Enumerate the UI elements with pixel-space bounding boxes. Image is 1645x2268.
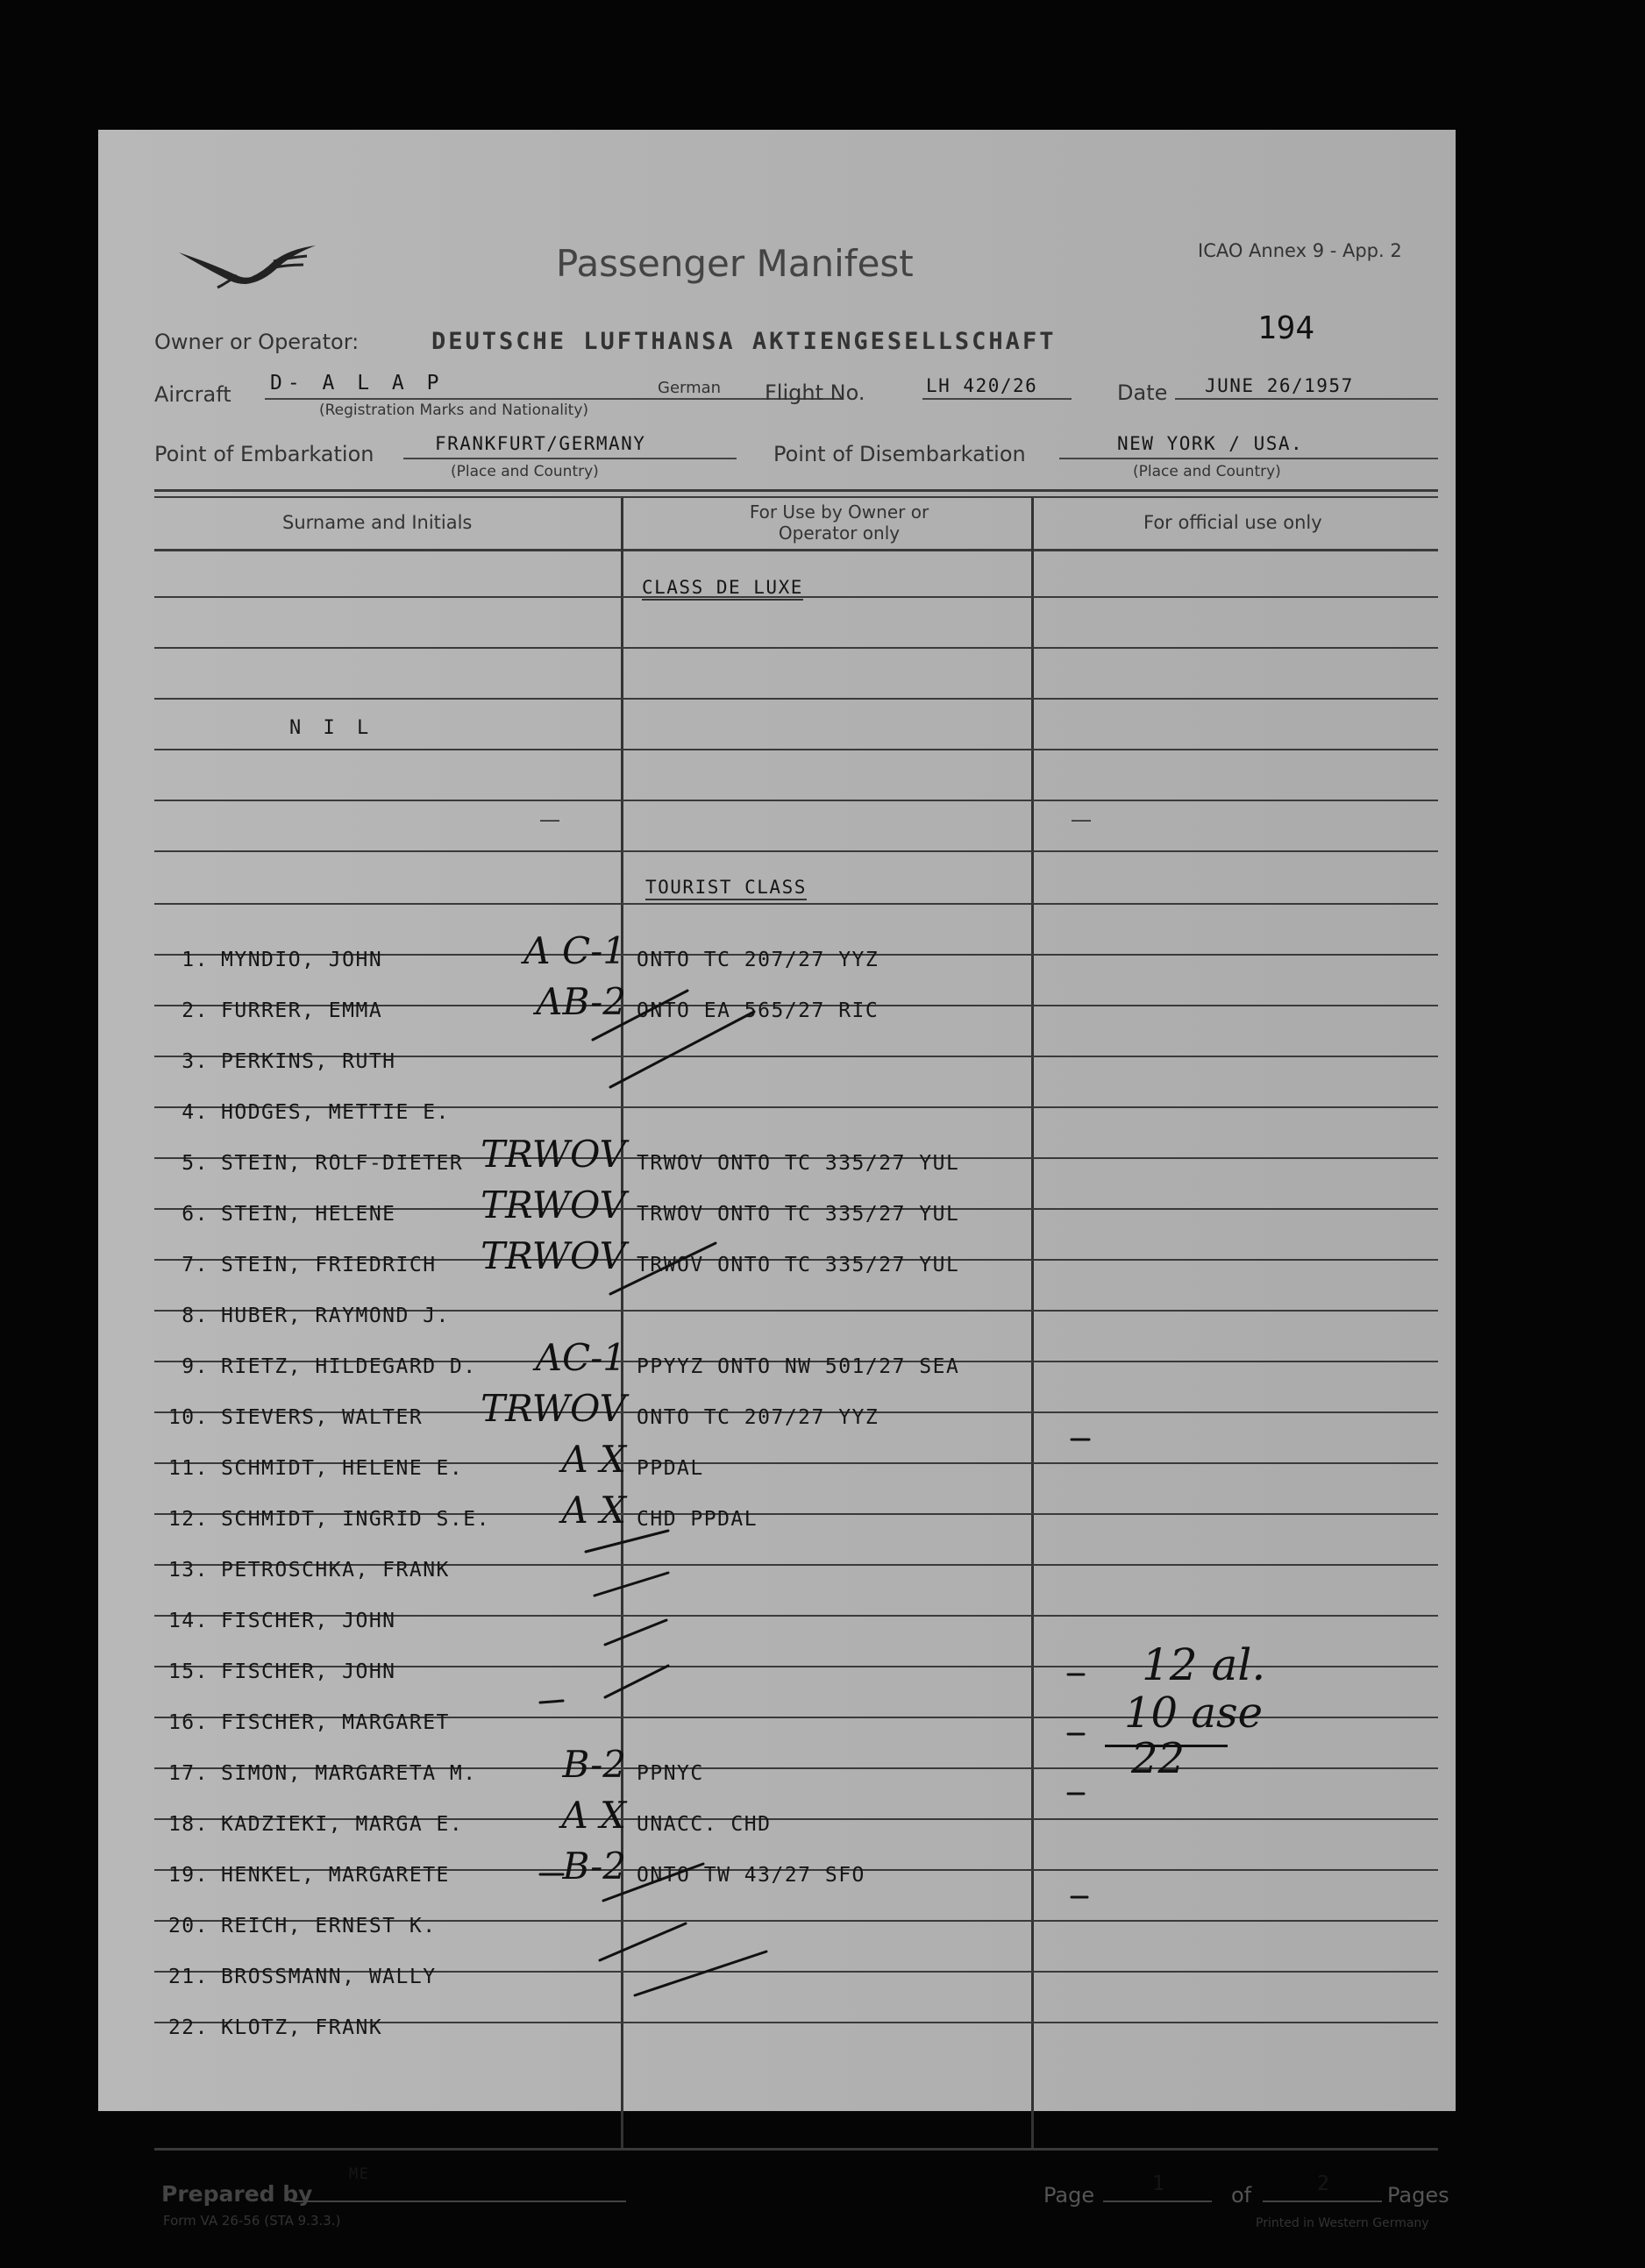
passenger-remarks: ONTO EA 565/27 RIC <box>637 999 879 1022</box>
deluxe-dash-left: — <box>540 808 559 830</box>
tourist-heading: TOURIST CLASS <box>645 877 807 900</box>
page-value: 1 <box>1152 2172 1166 2195</box>
disembarkation-caption: (Place and Country) <box>1133 463 1281 480</box>
row-rule <box>154 647 1438 649</box>
passenger-name: KLOTZ, FRANK <box>221 2016 383 2039</box>
disembarkation-label: Point of Disembarkation <box>773 442 1026 466</box>
passenger-row <box>98 1941 1456 1992</box>
owner-label: Owner or Operator: <box>154 330 360 354</box>
passenger-row <box>98 1127 1456 1178</box>
table-top-rule-2 <box>154 496 1438 498</box>
disembarkation-value: NEW YORK / USA. <box>1117 433 1304 454</box>
prepared-by-underline <box>293 2200 626 2202</box>
passenger-remarks: TRWOV ONTO TC 335/27 YUL <box>637 1152 960 1175</box>
passenger-name: SCHMIDT, HELENE E. <box>221 1457 464 1480</box>
embarkation-caption: (Place and Country) <box>451 463 599 480</box>
passenger-number: 11. <box>167 1457 209 1480</box>
passenger-remarks: TRWOV ONTO TC 335/27 YUL <box>637 1203 960 1226</box>
passenger-name: HUBER, RAYMOND J. <box>221 1305 450 1327</box>
row-rule <box>154 800 1438 801</box>
page-label: Page <box>1043 2183 1095 2208</box>
passenger-name: STEIN, ROLF-DIETER <box>221 1152 464 1175</box>
date-label: Date <box>1117 380 1168 405</box>
owner-value: DEUTSCHE LUFTHANSA AKTIENGESELLSCHAFT <box>431 328 1057 355</box>
passenger-handwritten-mark: B-2 <box>562 1845 626 1888</box>
passenger-name: FISCHER, JOHN <box>221 1610 396 1632</box>
disembarkation-underline <box>1059 458 1438 459</box>
row-rule <box>154 850 1438 852</box>
passenger-name: KADZIEKI, MARGA E. <box>221 1813 464 1836</box>
passenger-remarks: ONTO TC 207/27 YYZ <box>637 1406 879 1429</box>
passenger-remarks: TRWOV ONTO TC 335/27 YUL <box>637 1254 960 1276</box>
passenger-row <box>98 1992 1456 2043</box>
passenger-handwritten-mark: A X <box>561 1438 626 1481</box>
passenger-number: 14. <box>167 1610 209 1632</box>
page-underline <box>1103 2200 1212 2202</box>
form-title: Passenger Manifest <box>556 242 914 285</box>
passenger-number: 5. <box>182 1152 209 1175</box>
passenger-name: SCHMIDT, INGRID S.E. <box>221 1508 490 1531</box>
prepared-by-label: Prepared by <box>161 2181 313 2207</box>
of-label: of <box>1231 2183 1252 2208</box>
passenger-number: 16. <box>167 1711 209 1734</box>
aircraft-label: Aircraft <box>154 382 231 407</box>
column-header-owner-use: For Use by Owner or Operator only <box>749 501 929 544</box>
passenger-row <box>98 1890 1456 1941</box>
flight-underline <box>922 398 1072 400</box>
passenger-name: RIETZ, HILDEGARD D. <box>221 1355 477 1378</box>
passenger-handwritten-mark: TRWOV <box>481 1184 626 1226</box>
row-rule <box>154 749 1438 750</box>
passenger-remarks: PPNYC <box>637 1762 704 1785</box>
nationality-value: German <box>658 379 722 397</box>
passenger-name: FISCHER, JOHN <box>221 1660 396 1683</box>
passenger-name: PERKINS, RUTH <box>221 1050 396 1073</box>
row-rule <box>154 903 1438 905</box>
passenger-name: REICH, ERNEST K. <box>221 1915 437 1937</box>
passenger-row <box>98 1433 1456 1483</box>
passenger-row <box>98 1229 1456 1280</box>
deluxe-dash-right: — <box>1072 808 1091 830</box>
date-value: JUNE 26/1957 <box>1205 375 1354 396</box>
stamp-number: 194 <box>1257 310 1315 346</box>
passenger-number: 10. <box>167 1406 209 1429</box>
table-bottom-rule <box>154 2148 1438 2151</box>
passenger-number: 4. <box>182 1101 209 1124</box>
passenger-row <box>98 1178 1456 1229</box>
official-note-3: 22 <box>1131 1734 1186 1783</box>
passenger-number: 8. <box>182 1305 209 1327</box>
passenger-handwritten-mark: TRWOV <box>481 1387 626 1430</box>
form-reference: Form VA 26-56 (STA 9.3.3.) <box>163 2213 341 2229</box>
passenger-number: 15. <box>167 1660 209 1683</box>
passenger-number: 17. <box>167 1762 209 1785</box>
total-pages-underline <box>1263 2200 1382 2202</box>
passenger-row <box>98 1077 1456 1127</box>
embarkation-label: Point of Embarkation <box>154 442 374 466</box>
passenger-name: BROSSMANN, WALLY <box>221 1966 437 1988</box>
passenger-row <box>98 1788 1456 1839</box>
passenger-number: 1. <box>182 949 209 971</box>
passenger-row <box>98 1534 1456 1585</box>
passenger-number: 2. <box>182 999 209 1022</box>
prepared-by-value: ME <box>349 2165 370 2183</box>
passenger-remarks: UNACC. CHD <box>637 1813 772 1836</box>
passenger-name: FURRER, EMMA <box>221 999 383 1022</box>
passenger-handwritten-mark: AB-2 <box>536 980 626 1023</box>
passenger-row <box>98 1382 1456 1433</box>
passenger-remarks: CHD PPDAL <box>637 1508 758 1531</box>
passenger-name: SIMON, MARGARETA M. <box>221 1762 477 1785</box>
passenger-number: 9. <box>182 1355 209 1378</box>
icao-reference: ICAO Annex 9 - App. 2 <box>1198 240 1402 261</box>
passenger-number: 6. <box>182 1203 209 1226</box>
passenger-row <box>98 975 1456 1026</box>
printed-in: Printed in Western Germany <box>1256 2216 1429 2230</box>
passenger-number: 21. <box>167 1966 209 1988</box>
passenger-name: MYNDIO, JOHN <box>221 949 383 971</box>
passenger-row <box>98 924 1456 975</box>
deluxe-nil: N I L <box>289 717 374 739</box>
passenger-remarks: PPYYZ ONTO NW 501/27 SEA <box>637 1355 960 1378</box>
passenger-number: 12. <box>167 1508 209 1531</box>
official-note-2: 10 ase <box>1124 1689 1263 1738</box>
official-note-1: 12 al. <box>1142 1639 1266 1690</box>
passenger-row <box>98 1026 1456 1077</box>
lufthansa-crane-logo <box>175 237 324 291</box>
table-top-rule <box>154 489 1438 492</box>
passenger-number: 7. <box>182 1254 209 1276</box>
passenger-remarks: ONTO TC 207/27 YYZ <box>637 949 879 971</box>
total-pages-value: 2 <box>1317 2172 1331 2195</box>
passenger-number: 20. <box>167 1915 209 1937</box>
passenger-handwritten-mark: TRWOV <box>481 1133 626 1176</box>
aircraft-underline <box>265 398 844 400</box>
manifest-document <box>98 130 1456 2230</box>
passenger-handwritten-mark: AC-1 <box>535 1336 626 1379</box>
embarkation-value: FRANKFURT/GERMANY <box>435 433 646 454</box>
passenger-handwritten-mark: A X <box>561 1489 626 1532</box>
header-bottom-rule <box>154 549 1438 551</box>
passenger-remarks: ONTO TW 43/27 SFO <box>637 1864 865 1887</box>
passenger-number: 19. <box>167 1864 209 1887</box>
passenger-row <box>98 1738 1456 1788</box>
passenger-row <box>98 1280 1456 1331</box>
passenger-row <box>98 1483 1456 1534</box>
passenger-name: STEIN, FRIEDRICH <box>221 1254 437 1276</box>
passenger-name: HODGES, METTIE E. <box>221 1101 450 1124</box>
pages-label: Pages <box>1387 2183 1449 2208</box>
passenger-number: 13. <box>167 1559 209 1582</box>
passenger-handwritten-mark: B-2 <box>562 1743 626 1786</box>
passenger-name: SIEVERS, WALTER <box>221 1406 424 1429</box>
passenger-remarks: PPDAL <box>637 1457 704 1480</box>
column-header-surname: Surname and Initials <box>282 512 473 533</box>
date-underline <box>1175 398 1438 400</box>
passenger-number: 18. <box>167 1813 209 1836</box>
embarkation-underline <box>403 458 737 459</box>
passenger-handwritten-mark: TRWOV <box>481 1234 626 1277</box>
passenger-row <box>98 1331 1456 1382</box>
passenger-name: FISCHER, MARGARET <box>221 1711 450 1734</box>
passenger-handwritten-mark: A C-1 <box>523 929 626 972</box>
aircraft-value: D- A L A P <box>270 372 445 395</box>
passenger-row <box>98 1585 1456 1636</box>
row-rule <box>154 698 1438 700</box>
deluxe-heading: CLASS DE LUXE <box>642 577 803 601</box>
passenger-name: PETROSCHKA, FRANK <box>221 1559 450 1582</box>
registration-caption: (Registration Marks and Nationality) <box>319 402 589 419</box>
passenger-row <box>98 1839 1456 1890</box>
passenger-handwritten-mark: A X <box>561 1794 626 1837</box>
passenger-number: 22. <box>167 2016 209 2039</box>
flight-label: Flight No. <box>765 380 865 405</box>
column-header-official-use: For official use only <box>1143 512 1322 533</box>
passenger-name: STEIN, HELENE <box>221 1203 396 1226</box>
passenger-name: HENKEL, MARGARETE <box>221 1864 450 1887</box>
passenger-number: 3. <box>182 1050 209 1073</box>
flight-value: LH 420/26 <box>926 375 1038 396</box>
